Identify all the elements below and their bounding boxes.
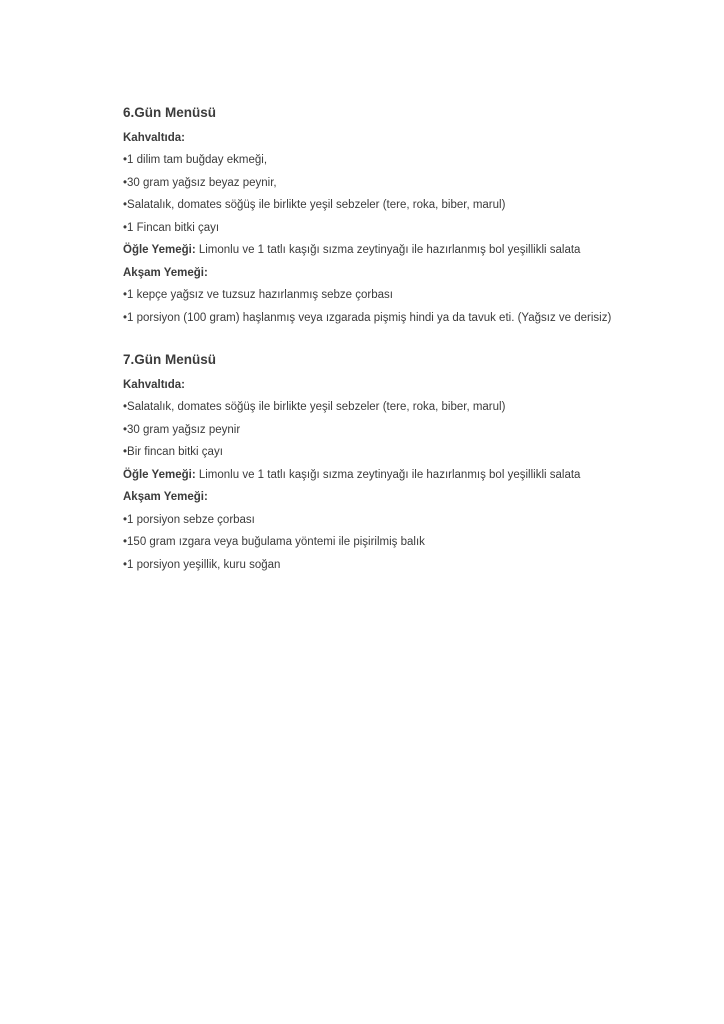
meal-label: Öğle Yemeği: [123, 468, 196, 481]
bullet-text: Bir fincan bitki çayı [127, 446, 223, 458]
bullet-text: 1 dilim tam buğday ekmeği, [127, 154, 268, 166]
meal-text: Limonlu ve 1 tatlı kaşığı sızma zeytinyağı ile hazırlanmış bol yeşillikli salata [198, 468, 581, 481]
bullet-icon: • [123, 176, 128, 189]
bullet-text: 1 Fincan bitki çayı [127, 221, 220, 234]
bullet-icon: • [123, 558, 128, 571]
bullet-icon: • [123, 401, 128, 413]
section-title: 6.Gün Menüsü [123, 105, 217, 120]
bullet-text: 1 porsiyon (100 gram) haşlanmış veya ızgarada pişmiş hindi ya da tavuk eti. (Yağsız ve derisiz) [127, 311, 612, 324]
menu-line [123, 127, 593, 150]
bullet-text: Salatalık, domates söğüş ile birlikte yeşil sebzeler (tere, roka, biber, marul) [127, 401, 506, 413]
bullet-icon: • [123, 154, 128, 166]
bullet-text: Salatalık, domates söğüş ile birlikte yeşil sebzeler (tere, roka, biber, marul) [127, 199, 506, 211]
menu-bullet-line [123, 509, 593, 532]
bullet-text: 1 kepçe yağsız ve tuzsuz hazırlanmış sebze çorbası [127, 289, 393, 301]
menu-bullet-line [123, 194, 593, 217]
bullet-icon: • [123, 289, 128, 301]
menu-bullet-line [123, 284, 593, 307]
menu-bullet-line [123, 419, 593, 442]
menu-bullet-line [123, 217, 593, 240]
menu-line [123, 262, 593, 285]
bullet-text: 30 gram yağsız beyaz peynir, [127, 176, 277, 189]
menu-line [123, 486, 593, 509]
document-content [123, 102, 612, 576]
menu-bullet-line [123, 149, 593, 172]
bullet-text: 150 gram ızgara veya buğulama yöntemi ile pişirilmiş balık [127, 536, 425, 548]
menu-bullet-line [123, 172, 593, 195]
meal-label: Akşam Yemeği: [123, 491, 208, 503]
bullet-icon: • [123, 221, 128, 234]
bullet-icon: • [123, 536, 128, 548]
menu-bullet-line [123, 307, 612, 330]
menu-section [123, 102, 612, 329]
meal-text: Limonlu ve 1 tatlı kaşığı sızma zeytinyağı ile hazırlanmış bol yeşillikli salata [198, 244, 581, 256]
menu-bullet-line [123, 396, 593, 419]
bullet-icon: • [123, 513, 128, 526]
bullet-icon: • [123, 199, 128, 211]
meal-label: Kahvaltıda: [123, 131, 185, 144]
menu-line [123, 464, 593, 487]
bullet-text: 1 porsiyon sebze çorbası [127, 513, 255, 526]
bullet-icon: • [123, 446, 128, 458]
menu-bullet-line [123, 531, 593, 554]
menu-section [123, 349, 593, 576]
meal-label: Öğle Yemeği: [123, 244, 196, 256]
menu-bullet-line [123, 554, 593, 577]
menu-line [123, 374, 593, 397]
bullet-icon: • [123, 311, 128, 324]
bullet-icon: • [123, 423, 128, 436]
meal-label: Akşam Yemeği: [123, 266, 208, 279]
menu-bullet-line [123, 441, 593, 464]
menu-line [123, 239, 593, 262]
bullet-text: 30 gram yağsız peynir [127, 423, 241, 436]
bullet-text: 1 porsiyon yeşillik, kuru soğan [127, 558, 281, 571]
section-title: 7.Gün Menüsü [123, 352, 217, 367]
meal-label: Kahvaltıda: [123, 378, 185, 391]
